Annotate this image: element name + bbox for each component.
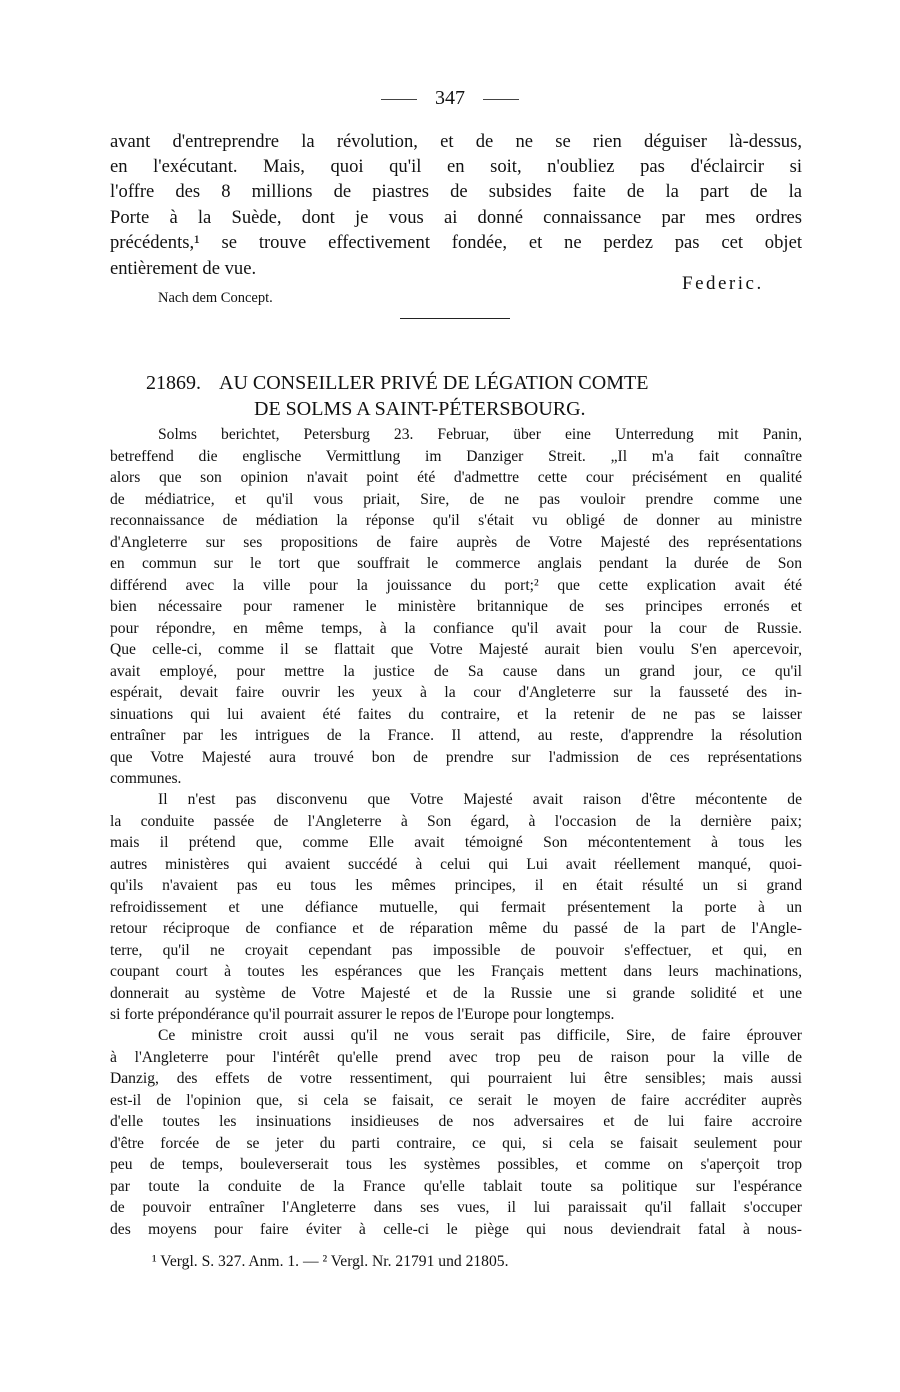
text-line: des moyens pour faire éviter à celle-ci le piège qui nous deviendrait fatal à nous-: [110, 1221, 802, 1238]
header-dash-left: [381, 99, 417, 100]
text-line: espérait, devait faire ouvrir les yeux à la cour d'Angleterre sur la fausseté des in-: [110, 684, 802, 701]
letter-heading: [146, 372, 648, 395]
page-number: 347: [435, 87, 465, 109]
text-line: entraîner par les intrigues de la France. Il attend, au reste, d'apprendre la résolution: [110, 727, 802, 744]
source-note: Nach dem Concept.: [158, 290, 273, 306]
text-line: donnerait au système de Votre Majesté et de la Russie une si grande solidité et une: [110, 985, 802, 1002]
text-line: avait employé, pour mettre la justice de Sa cause dans un grand jour, ce qu'il: [110, 663, 802, 680]
text-line: Ce ministre croit aussi qu'il ne vous serait pas difficile, Sire, de faire éprouver: [158, 1027, 802, 1044]
text-line: reconnaissance de médiation la réponse qu'il s'était vu obligé de donner au ministre: [110, 512, 802, 529]
header-dash-right: [483, 99, 519, 100]
text-line: pour répondre, en même temps, à la confiance qu'il avait pour la cour de Russie.: [110, 620, 802, 637]
text-line: d'être forcée de se jeter du parti contraire, ce qui, si cela se faisait seulement pour: [110, 1135, 802, 1152]
text-line: de pouvoir entraîner l'Angleterre dans ses vues, il lui paraissait qu'il fallait s'occuper: [110, 1199, 802, 1216]
text-line: avant d'entreprendre la révolution, et de ne se rien déguiser là-dessus,: [110, 131, 802, 152]
signature: Federic.: [682, 273, 764, 294]
text-line: refroidissement et une défiance mutuelle, qui fermait présentement la porte à un: [110, 899, 802, 916]
text-line: alors que son opinion n'avait point été d'admettre cette cour précisément en qualité: [110, 469, 802, 486]
text-line: la conduite passée de l'Angleterre à Son égard, à l'occasion de la dernière paix;: [110, 813, 802, 830]
text-line: Il n'est pas disconvenu que Votre Majesté avait raison d'être mécontente de: [158, 791, 802, 808]
text-line: si forte prépondérance qu'il pourrait assurer le repos de l'Europe pour longtemps.: [110, 1006, 615, 1023]
text-line: qu'ils n'avaient pas eu tous les mêmes principes, il en était résulté un si grand: [110, 877, 802, 894]
letter-heading-line-2: DE SOLMS A SAINT-PÉTERSBOURG.: [254, 398, 586, 420]
text-line: coupant court à toutes les espérances que les Français mettent dans leurs machinations,: [110, 963, 802, 980]
text-line: de médiatrice, et qu'il vous priait, Sire, de ne pas vouloir prendre comme une: [110, 491, 802, 508]
text-line: retour réciproque de confiance et de réparation même du passé de la part de l'Angle-: [110, 920, 802, 937]
text-line: Porte à la Suède, dont je vous ai donné connaissance par mes ordres: [110, 207, 802, 228]
text-line: autres ministères qui avaient succédé à celui qui Lui avait réellement manqué, quoi-: [110, 856, 802, 873]
letter-number: 21869.: [146, 372, 201, 394]
text-line: mais il prétend que, comme Elle avait témoigné Son mécontentement à tous les: [110, 834, 802, 851]
text-line: entièrement de vue.: [110, 258, 257, 279]
text-line: peu de temps, bouleverserait tous les systèmes possibles, et comme on s'aperçoit trop: [110, 1156, 802, 1173]
text-line: bien nécessaire pour ramener le ministère britannique de ses principes erronés et: [110, 598, 802, 615]
text-line: d'Angleterre sur ses propositions de faire auprès de Votre Majesté des représentations: [110, 534, 802, 551]
page-header: [0, 86, 900, 110]
text-line: Danzig, des effets de votre ressentiment, qui pourraient lui être sensibles; mais aussi: [110, 1070, 802, 1087]
text-line: communes.: [110, 770, 182, 787]
text-line: terre, qu'il ne croyait cependant pas impossible de pouvoir s'effectuer, et qui, en: [110, 942, 802, 959]
text-line: est-il de l'opinion que, si cela se faisait, ce serait le moyen de faire accréditer auprès: [110, 1092, 802, 1109]
letter-heading-line-1: AU CONSEILLER PRIVÉ DE LÉGATION COMTE: [219, 372, 649, 394]
text-line: d'elle toutes les insinuations insidieuses de nos adversaires et de lui faire accroire: [110, 1113, 802, 1130]
text-line: par toute la conduite de la France qu'elle tablait toute sa politique sur l'espérance: [110, 1178, 802, 1195]
text-line: que Votre Majesté aura trouvé bon de prendre sur l'admission de ces représentations: [110, 749, 802, 766]
text-line: en commun sur le tort que souffrait le commerce anglais pendant la durée de Son: [110, 555, 802, 572]
text-line: en l'exécutant. Mais, quoi qu'il en soit, n'oubliez pas d'éclaircir si: [110, 156, 802, 177]
text-line: à l'Angleterre pour l'intérêt qu'elle prend avec trop peu de raison pour la ville de: [110, 1049, 802, 1066]
text-line: betreffend die englische Vermittlung im Danziger Streit. „Il m'a fait connaître: [110, 448, 802, 465]
text-line: différend avec la ville pour la jouissance du port;² que cette explication avait été: [110, 577, 802, 594]
section-divider: [400, 318, 510, 319]
text-line: l'offre des 8 millions de piastres de subsides faite de la part de la: [110, 181, 802, 202]
footnotes: ¹ Vergl. S. 327. Anm. 1. — ² Vergl. Nr. 21791 und 21805.: [152, 1253, 509, 1270]
text-line: Que celle-ci, comme il se flattait que Votre Majesté aurait bien voulu S'en apercevoir,: [110, 641, 802, 658]
text-line: sinuations qui lui avaient été faites du contraire, et la retenir de ne pas se laisser: [110, 706, 802, 723]
text-line: précédents,¹ se trouve effectivement fondée, et ne perdez pas cet objet: [110, 232, 802, 253]
text-line: Solms berichtet, Petersburg 23. Februar, über eine Unterredung mit Panin,: [158, 426, 802, 443]
